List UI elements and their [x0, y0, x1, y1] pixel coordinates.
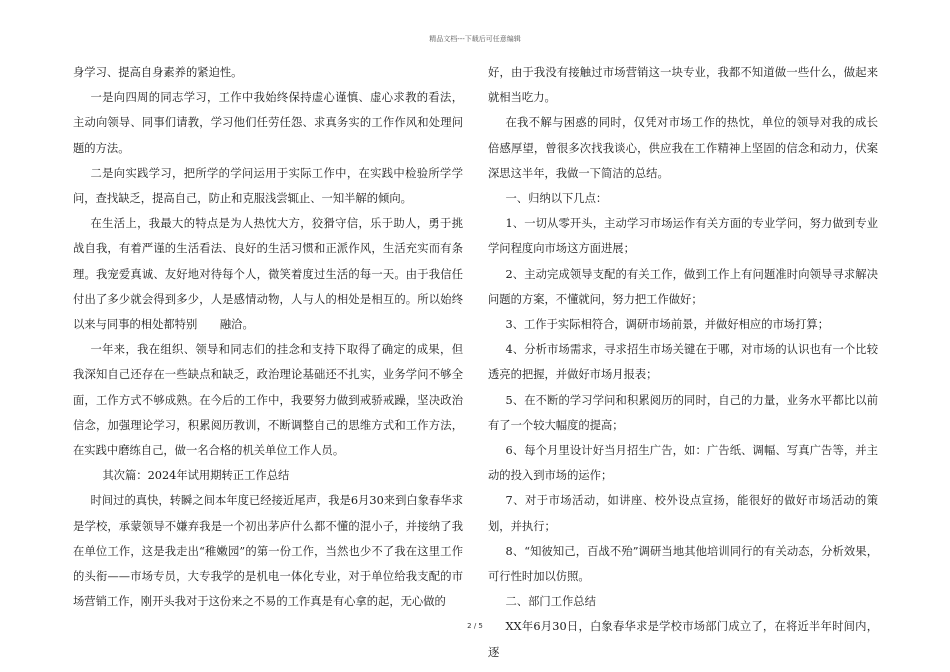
page-header: 精品文档---下载后可任意编辑: [429, 35, 521, 43]
page-number: 2 / 5: [467, 622, 483, 630]
paragraph: 二、部门工作总结: [505, 595, 596, 609]
paragraph: 其次篇：2024年试用期转正工作总结: [102, 469, 290, 483]
paragraph: 2、主动完成领导支配的有关工作，做到工作上有问题准时向领导寻求解决问题的方案，不懂就问，努力把工作做好；: [488, 267, 878, 306]
paragraph: 4、分析市场需求，寻求招生市场关键在于哪，对市场的认识也有一个比较透亮的把握，并做好市场月报表；: [488, 343, 878, 382]
paragraph: 7、对于市场活动，如讲座、校外设点宣扬，能很好的做好市场活动的策划，并执行；: [488, 494, 878, 533]
paragraph: 6、每个月里设计好当月招生广告，如：广告纸、调幅、写真广告等，并主动的投入到市场的运作；: [488, 444, 878, 483]
paragraph: 在生活上，我最大的特点是为人热忱大方，狡猾守信，乐于助人，勇于挑战自我，有着严谨的生活看法、良好的生活习惯和正派作风，生活充实而有条理。我宠爱真诚、友好地对待每个人，微笑着度过生活的每一天。由于我信任付出了多少就会得到多少，人是感情动物，人与人的相处是相互的。所以始终以来与同事的相处都特别 融洽。: [73, 217, 463, 332]
paragraph: 时间过的真快，转瞬之间本年度已经接近尾声，我是6月30来到白象春华求是学校，承蒙领导不嫌弃我是一个初出茅庐什么都不懂的混小子，并接纳了我在单位工作，这是我走出“稚嫩园”的第一份工作，当然也少不了我在这里工作的头衔——市场专员，大专我学的是机电一体化专业，对于单位给我支配的市场营销工作，刚开头我对于这份来之不易的工作真是有心拿的起，无心做的: [73, 494, 463, 609]
paragraph: 1、一切从零开头，主动学习市场运作有关方面的专业学问，努力做到专业学问程度向市场这方面进展；: [488, 217, 878, 256]
paragraph: XX年6月30日，白象春华求是学校市场部门成立了，在将近半年时间内，逐: [488, 620, 878, 659]
paragraph: 身学习、提高自身素养的紧迫性。: [73, 66, 243, 79]
paragraph: 一是向四周的同志学习，工作中我始终保持虚心谨慎、虚心求教的看法，主动向领导、同事们请教，学习他们任劳任怨、求真务实的工作作风和处理问题的方法。: [73, 91, 463, 155]
paragraph: 5、在不断的学习学问和积累阅历的同时，自己的力量，业务水平都比以前有了一个较大幅度的提高；: [488, 393, 878, 432]
paragraph: 在我不解与困惑的同时，仅凭对市场工作的热忱，单位的领导对我的成长倍感厚望，曾很多次找我谈心，供应我在工作精神上坚固的信念和动力，伏案深思这半年，我做一下简洁的总结。: [488, 116, 878, 180]
paragraph: 3、工作于实际相符合，调研市场前景，并做好相应的市场打算；: [505, 318, 830, 332]
right-column: [488, 60, 878, 665]
left-column: [73, 60, 463, 614]
paragraph: 一年来，我在组织、领导和同志们的挂念和支持下取得了确定的成果，但我深知自己还存在一些缺点和缺乏，政治理论基础还不扎实，业务学问不够全面，工作方式不够成熟。在今后的工作中，我要努力做到戒骄戒躁，坚决政治信念，加强理论学习，积累阅历教训，不断调整自己的思维方式和工作方法，在实践中磨练自己，做一名合格的机关单位工作人员。: [73, 343, 463, 458]
paragraph: 8、“知彼知己，百战不殆”调研当地其他培训同行的有关动态，分析效果，可行性时加以仿照。: [488, 544, 878, 584]
paragraph: 一、归纳以下几点：: [505, 192, 608, 206]
paragraph: 好，由于我没有接触过市场营销这一块专业，我都不知道做一些什么，做起来就相当吃力。: [488, 66, 878, 105]
paragraph: 二是向实践学习，把所学的学问运用于实际工作中，在实践中检验所学学问，查找缺乏，提高自己，防止和克服浅尝辄止、一知半解的倾向。: [73, 166, 463, 206]
